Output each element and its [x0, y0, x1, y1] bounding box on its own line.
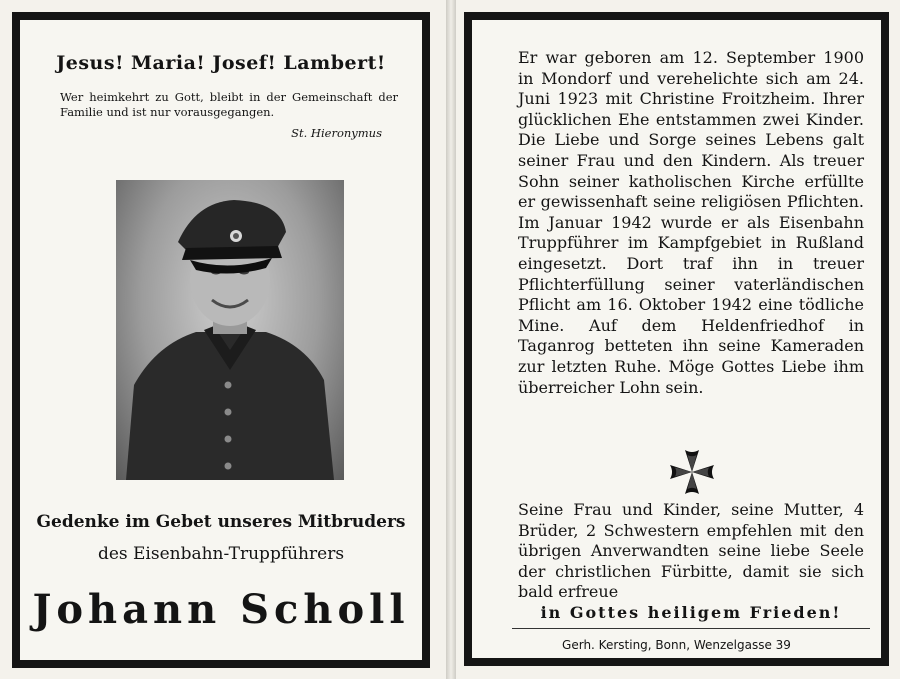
invocation: Jesus! Maria! Josef! Lambert!: [56, 52, 386, 74]
printer-imprint: Gerh. Kersting, Bonn, Wenzelgasse 39: [562, 638, 791, 652]
quote-author: St. Hieronymus: [291, 126, 382, 140]
left-page: [0, 0, 446, 679]
rank-title: des Eisenbahn-Truppführers: [97, 544, 345, 564]
closing-text: [518, 500, 864, 624]
divider-line: [512, 628, 870, 629]
portrait-photo: [116, 180, 344, 480]
left-border-frame: [12, 12, 430, 668]
card-fold: [446, 0, 456, 679]
prayer-line: Gedenke im Gebet unseres Mitbruders: [36, 512, 406, 532]
quote-text: Wer heimkehrt zu Gott, bleibt in der Gemeinschaft der Familie und ist nur vorausgegangen.: [60, 90, 398, 119]
right-border-frame: [464, 12, 889, 666]
closing-peace: in Gottes heiligem Frieden!: [540, 602, 842, 622]
iron-cross-icon: [668, 448, 716, 496]
closing-body: Seine Frau und Kinder, seine Mutter, 4 Brüder, 2 Schwestern empfehlen mit den übrigen Anverwandten seine liebe Seele der christlichen Fürbitte, damit sie sich bald erfreue: [518, 500, 864, 602]
biography-text: Er war geboren am 12. September 1900 in Mondorf und verehelichte sich am 24. Juni 1923 mit Christine Froitzheim. Ihrer glücklichen Ehe entstammen zwei Kinder. Die Liebe und Sorge seines Lebens galt seiner Frau und den Kindern. Als treuer Sohn seiner katholischen Kirche erfüllte er gewissenhaft seine religiösen Pflichten. Im Januar 1942 wurde er als Eisenbahn Truppführer im Kampfgebiet in Rußland eingesetzt. Dort traf ihn in treuer Pflichterfüllung seiner vaterländischen Pflicht am 16. Oktober 1942 eine tödliche Mine. Auf dem Heldenfriedhof in Taganrog betteten ihn seine Kameraden zur letzten Ruhe. Möge Gottes Liebe ihm überreicher Lohn sein.: [518, 48, 864, 397]
right-page: [456, 0, 900, 679]
deceased-name: Johann Scholl: [32, 586, 410, 633]
